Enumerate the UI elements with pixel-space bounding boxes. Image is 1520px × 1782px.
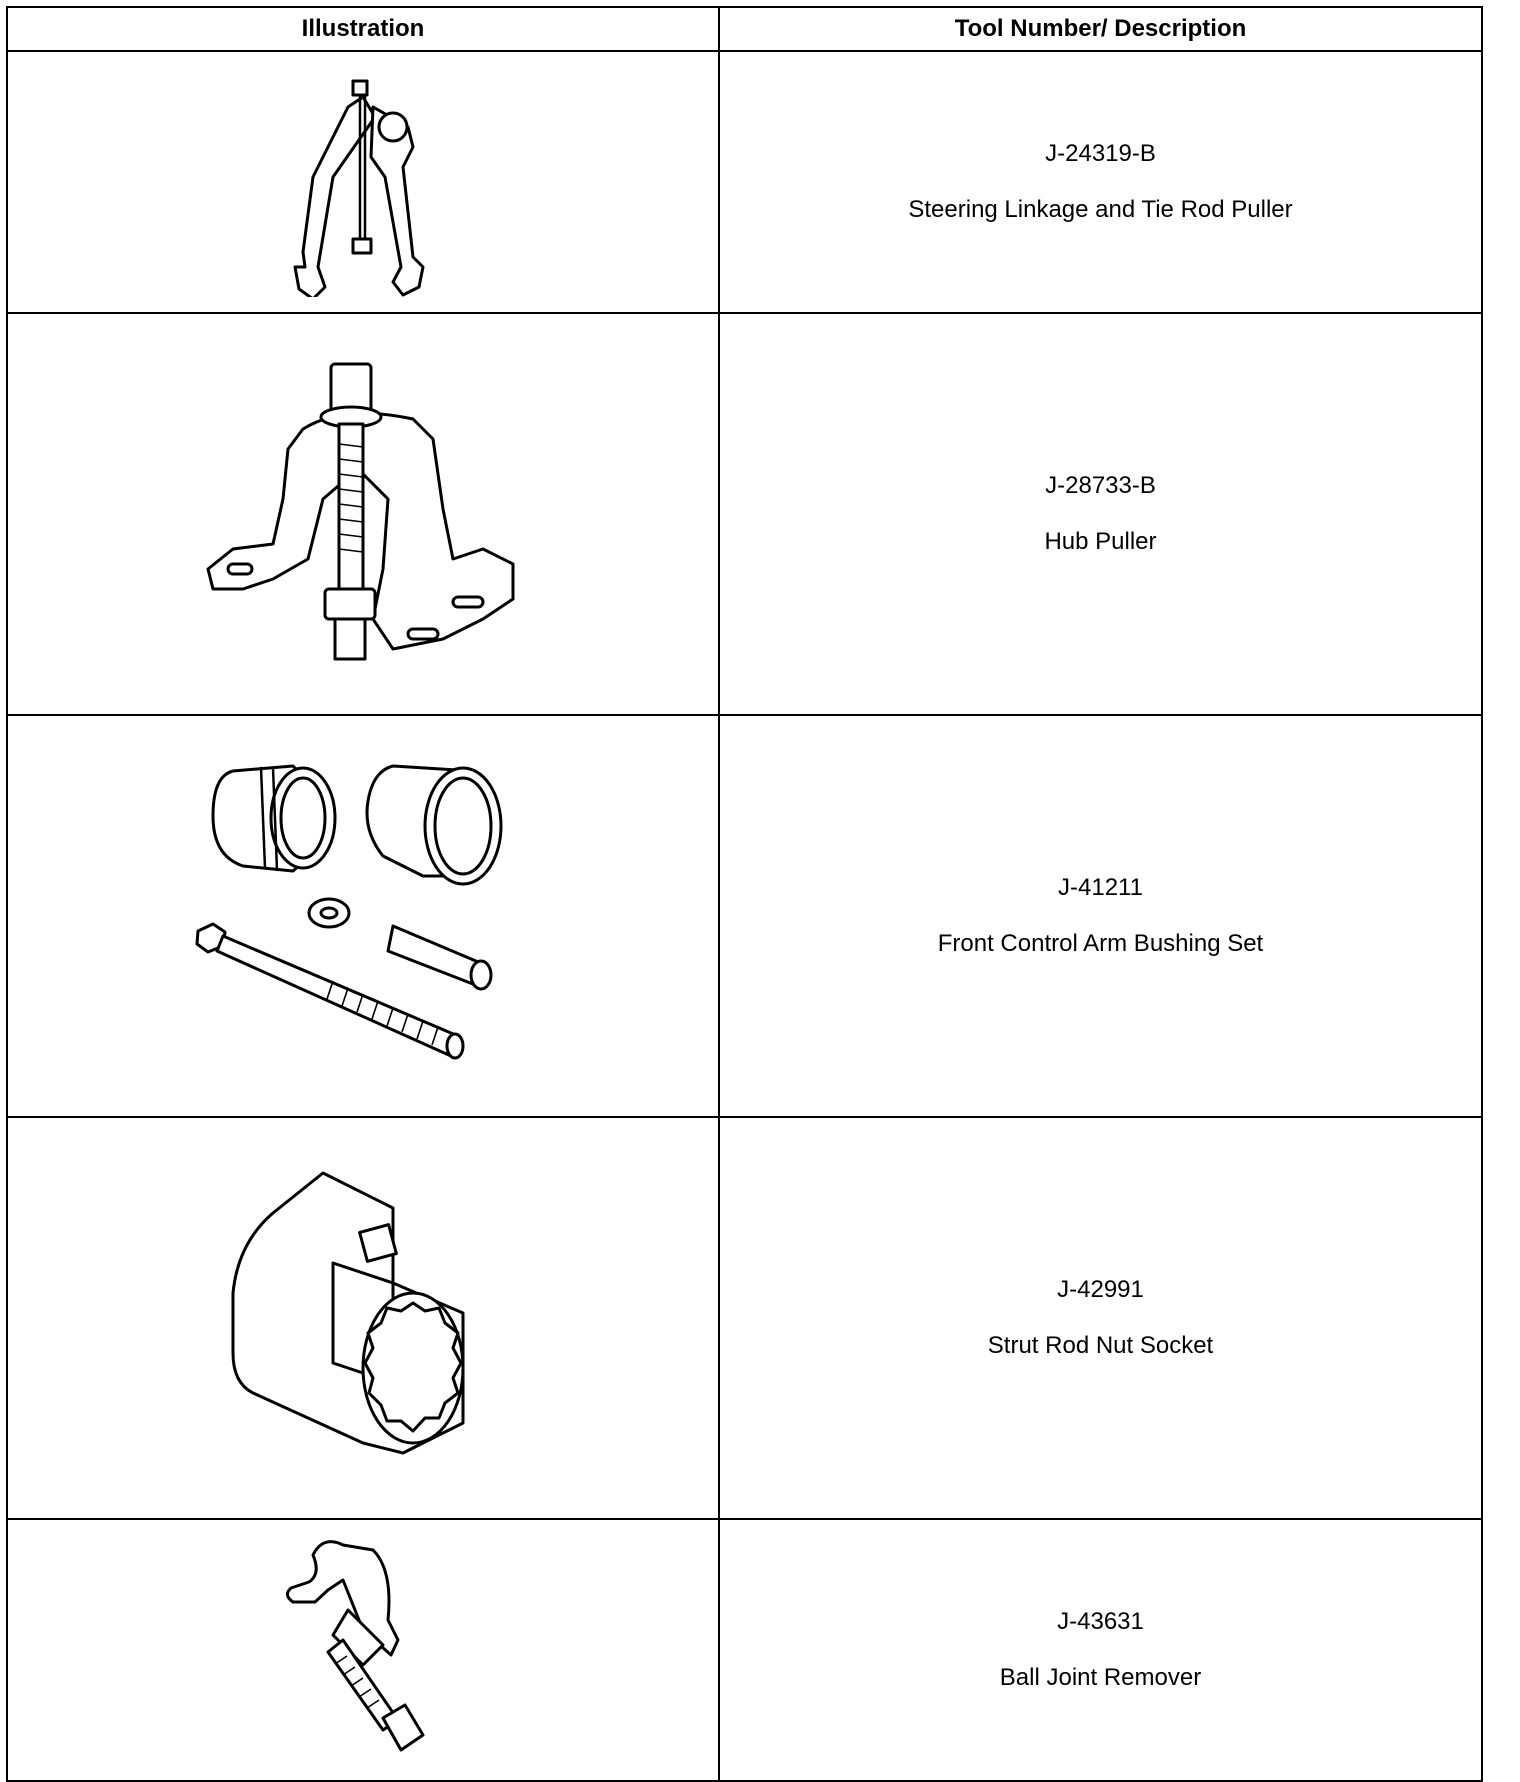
illustration-cell <box>7 715 719 1117</box>
tool-info-cell <box>719 1117 1482 1519</box>
tool-description: Steering Linkage and Tie Rod Puller <box>908 196 1293 223</box>
tool-info-cell <box>719 715 1482 1117</box>
tool-description-header: Tool Number/ Description <box>719 7 1482 51</box>
tool-number: J-41211 <box>1058 874 1143 901</box>
tool-description: Strut Rod Nut Socket <box>987 1332 1214 1359</box>
tool-description: Ball Joint Remover <box>999 1664 1202 1691</box>
tool-info-cell <box>719 51 1482 313</box>
special-tools-table <box>6 6 1483 1782</box>
illustration-cell <box>7 313 719 715</box>
hub-puller-icon <box>183 349 543 679</box>
tool-description: Hub Puller <box>1044 528 1157 555</box>
table-row <box>7 715 1482 1117</box>
illustration-cell <box>7 1519 719 1781</box>
table-row <box>7 313 1482 715</box>
tool-number: J-24319-B <box>1045 140 1156 167</box>
table-row <box>7 1519 1482 1781</box>
table-row <box>7 1117 1482 1519</box>
illustration-cell <box>7 1117 719 1519</box>
socket-icon <box>213 1153 513 1483</box>
ball-joint-remover-icon <box>273 1530 453 1770</box>
tool-info-cell <box>719 1519 1482 1781</box>
bushing-set-icon <box>193 746 533 1086</box>
two-jaw-puller-icon <box>263 67 463 297</box>
tool-number: J-43631 <box>1057 1608 1144 1635</box>
tool-number: J-28733-B <box>1045 472 1156 499</box>
tool-number: J-42991 <box>1057 1276 1144 1303</box>
tool-description: Front Control Arm Bushing Set <box>937 930 1264 957</box>
table-row <box>7 51 1482 313</box>
illustration-cell <box>7 51 719 313</box>
illustration-header: Illustration <box>7 7 719 51</box>
tool-info-cell <box>719 313 1482 715</box>
